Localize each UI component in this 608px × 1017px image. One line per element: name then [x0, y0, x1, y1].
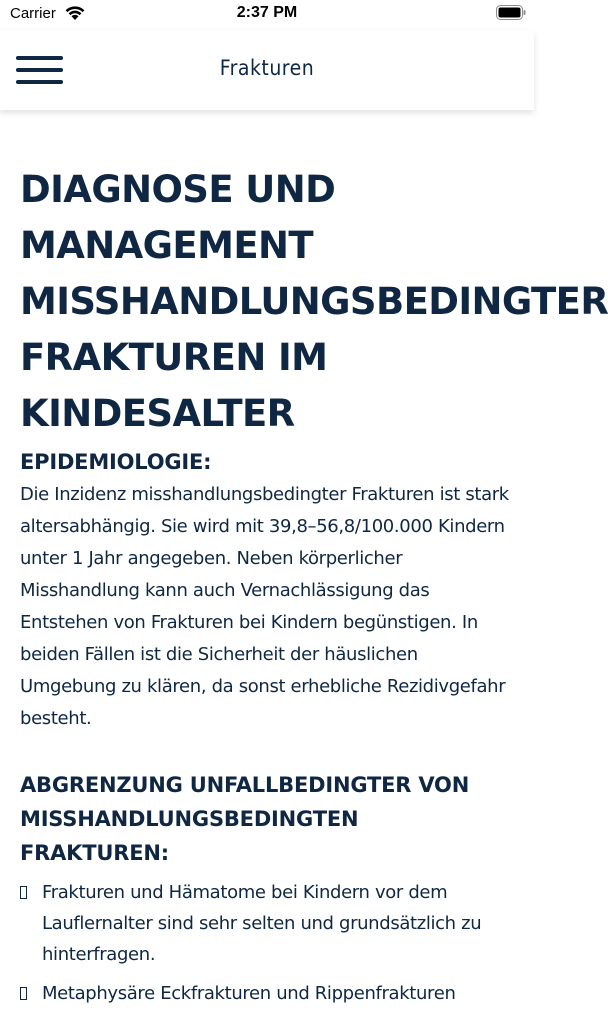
abgrenzung-list	[20, 877, 514, 1009]
carrier-label: Carrier	[10, 5, 56, 22]
section-heading-epidemiologie: EPIDEMIOLOGIE:	[20, 450, 212, 474]
article-content[interactable]	[0, 110, 608, 1017]
section-heading-abgrenzung: ABGRENZUNG UNFALLBEDINGTER VON MISSHANDLUNGSBEDINGTEN FRAKTUREN:	[20, 773, 470, 865]
list-item-text: Frakturen und Hämatome bei Kindern vor dem Lauflernalter sind sehr selten und grundsätzlich zu hinterfragen.	[42, 882, 482, 965]
bullet-icon	[20, 886, 27, 899]
navigation-bar	[0, 30, 534, 110]
list-item	[20, 877, 514, 970]
nav-title: Frakturen	[219, 56, 315, 80]
bullet-icon	[20, 987, 27, 1000]
status-bar	[0, 0, 534, 30]
section-body-epidemiologie: Die Inzidenz misshandlungsbedingter Frakturen ist stark altersabhängig. Sie wird mit 39,8–56,8/100.000 Kindern unter 1 Jahr angegeben. Neben körperlicher Misshandlung kann auch Vernachlässigung das Entstehen von Frakturen bei Kindern begünstigen. In beiden Fällen ist die Sicherheit der häuslichen Umgebung zu klären, da sonst erhebliche Rezidivgefahr besteht.	[20, 484, 509, 729]
status-time: 2:37 PM	[236, 4, 298, 21]
list-item	[20, 978, 514, 1009]
list-item-text: Metaphysäre Eckfrakturen und Rippenfrakturen	[42, 983, 456, 1004]
battery-icon	[496, 5, 526, 20]
page-title: DIAGNOSE UND MANAGEMENT MISSHANDLUNGSBEDINGTER FRAKTUREN IM KINDESALTER	[20, 168, 608, 435]
